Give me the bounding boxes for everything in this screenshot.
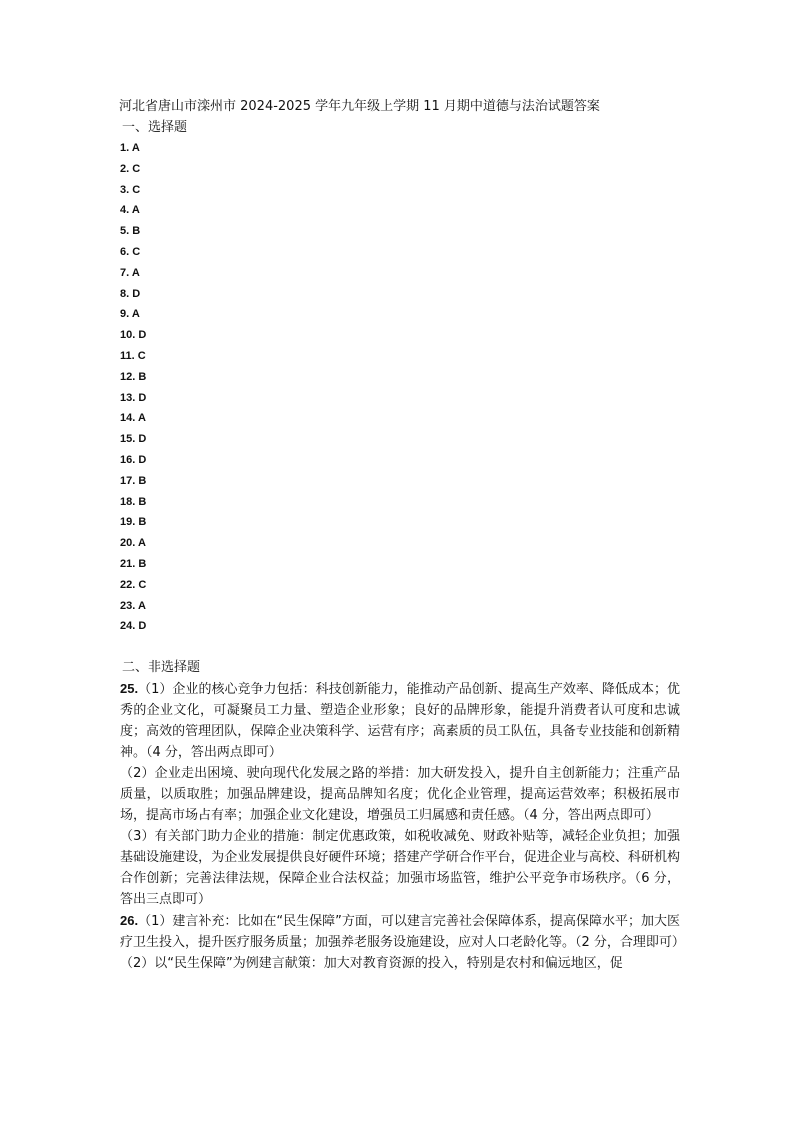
answer-number: 9.: [120, 308, 130, 321]
answer-value: B: [138, 495, 147, 508]
section-heading-open-questions: 二、非选择题: [122, 660, 201, 676]
answer-number: 20.: [120, 537, 136, 550]
answer-item: [120, 304, 680, 325]
answer-value: B: [138, 474, 147, 487]
answer-item: [120, 138, 680, 159]
answer-number: 24.: [120, 620, 136, 633]
answer-value: A: [131, 308, 140, 321]
answer-item: [120, 263, 680, 284]
answer-item: [120, 159, 680, 180]
q26-part2: [120, 953, 680, 974]
answer-item: [120, 512, 680, 533]
answer-value: B: [138, 370, 147, 383]
answer-value: D: [138, 620, 147, 633]
answer-number: 17.: [120, 474, 136, 487]
answer-item: [120, 180, 680, 201]
answer-item: [120, 200, 680, 221]
answer-number: 11.: [120, 349, 135, 362]
answer-number: 1.: [120, 142, 130, 154]
answer-value: A: [131, 204, 140, 217]
answer-item: [120, 450, 680, 471]
answer-item: [120, 575, 680, 596]
q25-part1-text: （1）企业的核心竞争力包括：科技创新能力，能推动产品创新、提高生产效率、降低成本；优秀的企业文化，可凝聚员工力量、塑造企业形象；良好的品牌形象，能提升消费者认可度和忠诚度；高效的管理团队，保障企业决策科学、运营有序；高素质的员工队伍，具备专业技能和创新精神。（4 分，答出两点即可）: [120, 682, 680, 761]
answer-value: A: [137, 412, 146, 425]
answer-item: [120, 533, 680, 554]
answer-number: 19.: [120, 516, 136, 529]
section-spacer: [120, 637, 680, 657]
q26-part1-text: （1）建言补充：比如在“民生保障”方面，可以建言完善社会保障体系，提高保障水平；加大医疗卫生投入，提升医疗服务质量；加强养老服务设施建设，应对人口老龄化等。（2 分，合理即可）: [120, 914, 685, 951]
answer-value: B: [132, 225, 141, 238]
answer-number: 22.: [120, 578, 136, 591]
answer-item: [120, 284, 680, 305]
answer-value: B: [138, 516, 147, 529]
answer-number: 10.: [120, 329, 136, 342]
answer-item: [120, 388, 680, 409]
answer-number: 16.: [120, 453, 136, 466]
answer-value: A: [131, 266, 140, 279]
q25-part2: [120, 763, 680, 826]
answer-number: 6.: [120, 245, 130, 258]
answer-value: A: [137, 599, 146, 612]
q26-number: 26.: [120, 913, 139, 929]
answer-number: 2.: [120, 162, 130, 175]
answer-value: A: [137, 537, 146, 550]
answer-value: D: [138, 391, 147, 404]
q25-number: 25.: [120, 681, 139, 697]
answer-value: D: [138, 453, 147, 466]
answer-value: C: [132, 245, 141, 258]
answer-value: B: [138, 557, 147, 570]
answer-value: D: [132, 287, 141, 300]
answer-number: 5.: [120, 225, 130, 238]
answer-number: 23.: [120, 599, 136, 612]
answer-item: [120, 429, 680, 450]
answer-value: A: [131, 142, 140, 154]
answer-item: [120, 471, 680, 492]
document-content: [119, 96, 685, 974]
answer-number: 3.: [120, 183, 130, 196]
answer-number: 4.: [120, 204, 130, 217]
answer-item: [120, 616, 680, 637]
answer-number: 13.: [120, 391, 136, 404]
document-title: 河北省唐山市滦州市 2024-2025 学年九年级上学期 11 月期中道德与法治试题答案: [119, 99, 600, 114]
answer-value: C: [132, 162, 141, 175]
answer-value: C: [138, 578, 147, 591]
answer-value: D: [138, 433, 147, 446]
answer-item: [120, 346, 680, 367]
q25-part3: [120, 826, 680, 910]
answer-item: [120, 367, 680, 388]
answer-number: 18.: [120, 495, 136, 508]
answer-list: [120, 138, 680, 637]
answer-item: [120, 554, 680, 575]
q25-part1: [120, 678, 680, 763]
answer-number: 12.: [120, 370, 136, 383]
answer-item: [120, 492, 680, 513]
answer-item: [120, 242, 680, 263]
answer-number: 21.: [120, 557, 136, 570]
answer-number: 15.: [120, 433, 136, 446]
answer-value: D: [138, 329, 147, 342]
answer-number: 14.: [120, 412, 136, 425]
answer-item: [120, 221, 680, 242]
answer-item: [120, 596, 680, 617]
answer-item: [120, 325, 680, 346]
answer-value: C: [137, 349, 146, 362]
q25-part2-text: （2）企业走出困境、驶向现代化发展之路的举措：加大研发投入，提升自主创新能力；注重产品质量，以质取胜；加强品牌建设，提高品牌知名度；优化企业管理，提高运营效率；积极拓展市场，提高市场占有率；加强企业文化建设，增强员工归属感和责任感。（4 分，答出两点即可）: [120, 766, 680, 824]
answer-item: [120, 408, 680, 429]
answer-number: 7.: [120, 266, 130, 279]
q26-part1: [120, 910, 685, 953]
q25-part3-text: （3）有关部门助力企业的措施：制定优惠政策，如税收减免、财政补贴等，减轻企业负担；加强基础设施建设，为企业发展提供良好硬件环境；搭建产学研合作平台，促进企业与高校、科研机构合作创新；完善法律法规，保障企业合法权益；加强市场监管，维护公平竞争市场秩序。（6 分，答出三点即可）: [120, 829, 680, 908]
section-heading-multiple-choice: 一、选择题: [122, 120, 188, 135]
answer-value: C: [132, 183, 141, 196]
answer-number: 8.: [120, 287, 130, 300]
q26-part2-text: （2）以“民生保障”为例建言献策：加大对教育资源的投入，特别是农村和偏远地区，促: [120, 956, 623, 972]
